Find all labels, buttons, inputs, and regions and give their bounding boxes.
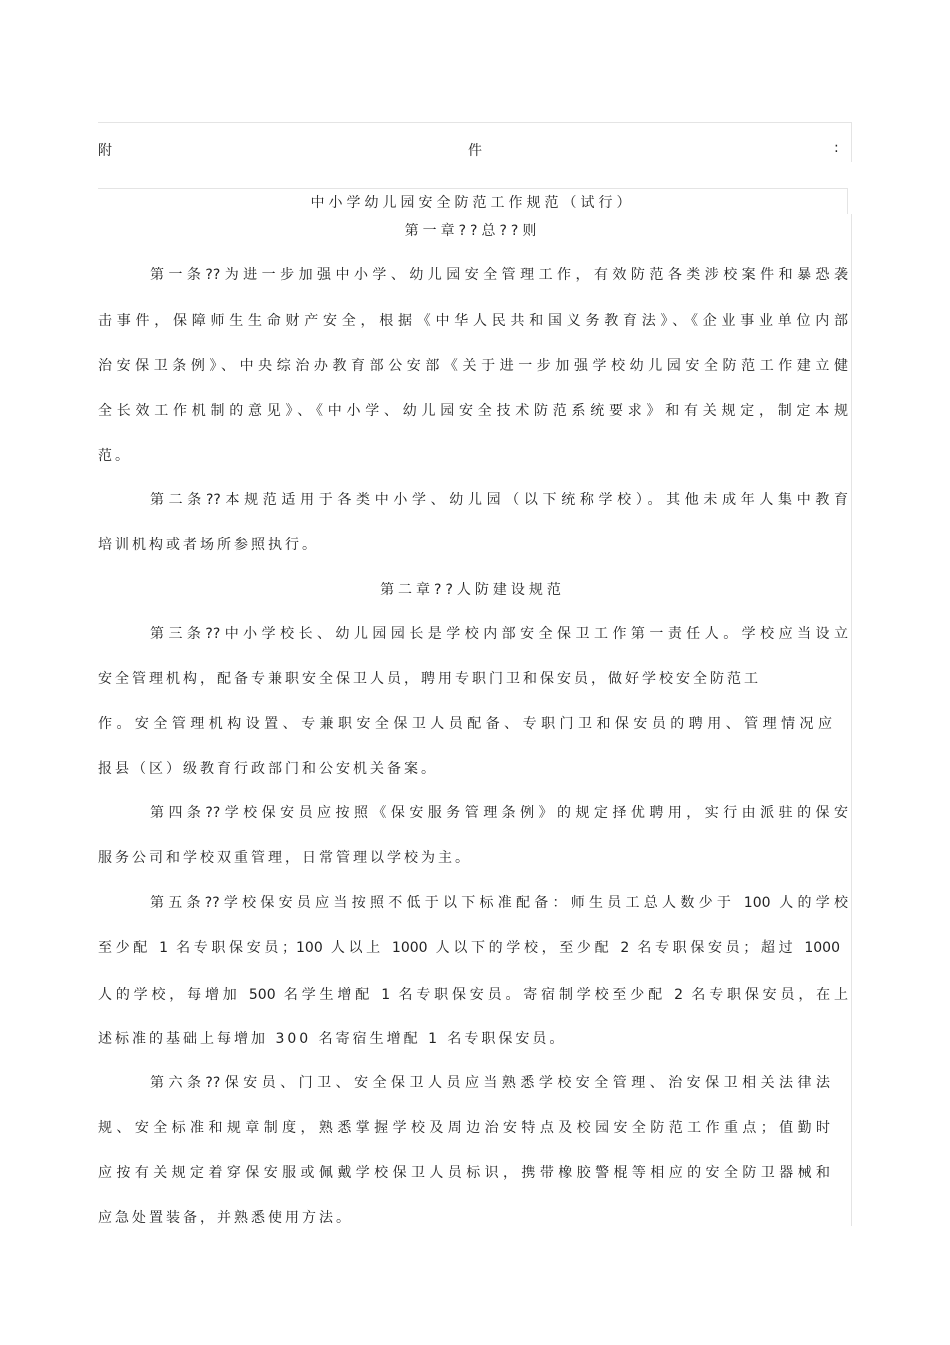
header-attachment-char-2: 件 xyxy=(468,143,483,159)
article-3-line: 第三条??中小学校长、幼儿园园长是学校内部安全保卫工作第一责任人。学校应当设立 xyxy=(150,626,848,642)
article-6-line: 应按有关规定着穿保安服或佩戴学校保卫人员标识，携带橡胶警棍等相应的安全防卫器械和 xyxy=(98,1165,830,1181)
article-2-line: 培训机构或者场所参照执行。 xyxy=(98,537,319,553)
chapter-2-heading: 第二章??人防建设规范 xyxy=(380,582,565,598)
title-top-rule xyxy=(98,188,847,189)
article-4-line: 服务公司和学校双重管理，日常管理以学校为主。 xyxy=(98,850,472,866)
article-5-line: 第五条??学校保安员应当按照不低于以下标准配备：师生员工总人数少于 100 人的学校 xyxy=(150,895,848,911)
chapter-1-heading: 第一章??总??则 xyxy=(404,223,541,239)
article-2-line: 第二条??本规范适用于各类中小学、幼儿园（以下统称学校）。其他未成年人集中教育 xyxy=(150,492,848,508)
title-right-rule xyxy=(847,188,848,214)
article-4-line: 第四条??学校保安员应按照《保安服务管理条例》的规定择优聘用，实行由派驻的保安 xyxy=(150,805,848,821)
article-3-line: 作。安全管理机构设置、专兼职安全保卫人员配备、专职门卫和保安员的聘用、管理情况应 xyxy=(98,716,832,732)
header-top-rule xyxy=(98,122,851,123)
article-3-line: 安全管理机构，配备专兼职安全保卫人员，聘用专职门卫和保安员，做好学校安全防范工 xyxy=(98,671,761,687)
article-5-line: 述标准的基础上每增加 300 名寄宿生增配 1 名专职保安员。 xyxy=(98,1031,567,1047)
header-attachment-colon: : xyxy=(834,140,840,156)
header-right-rule xyxy=(851,122,852,162)
article-1-line: 全长效工作机制的意见》、《中小学、幼儿园安全技术防范系统要求》和有关规定，制定本规 xyxy=(98,403,848,419)
article-1-line: 治安保卫条例》、中央综治办教育部公安部《关于进一步加强学校幼儿园安全防范工作建立健 xyxy=(98,358,848,374)
article-3-line: 报县（区）级教育行政部门和公安机关备案。 xyxy=(98,761,438,777)
article-1-line: 范。 xyxy=(98,448,132,464)
article-6-line: 第六条??保安员、门卫、安全保卫人员应当熟悉学校安全管理、治安保卫相关法律法 xyxy=(150,1075,830,1091)
header-attachment-char-1: 附 xyxy=(98,143,113,159)
article-5-line: 人的学校，每增加 500 名学生增配 1 名专职保安员。寄宿制学校至少配 2 名专职保安员，在上 xyxy=(98,987,848,1003)
article-6-line: 应急处置装备，并熟悉使用方法。 xyxy=(98,1210,353,1226)
article-5-line: 至少配 1 名专职保安员；100 人以上 1000 人以下的学校，至少配 2 名专职保安员；超过 1000 xyxy=(98,940,840,956)
document-title: 中小学幼儿园安全防范工作规范（试行） xyxy=(310,195,635,211)
article-1-line: 击事件，保障师生生命财产安全，根据《中华人民共和国义务教育法》、《企业事业单位内部 xyxy=(98,313,848,329)
article-6-line: 规、安全标准和规章制度，熟悉掌握学校及周边治安特点及校园安全防范工作重点；值勤时 xyxy=(98,1120,830,1136)
article-1-line: 第一条??为进一步加强中小学、幼儿园安全管理工作，有效防范各类涉校案件和暴恐袭 xyxy=(150,267,848,283)
body-right-rule xyxy=(851,214,852,1226)
